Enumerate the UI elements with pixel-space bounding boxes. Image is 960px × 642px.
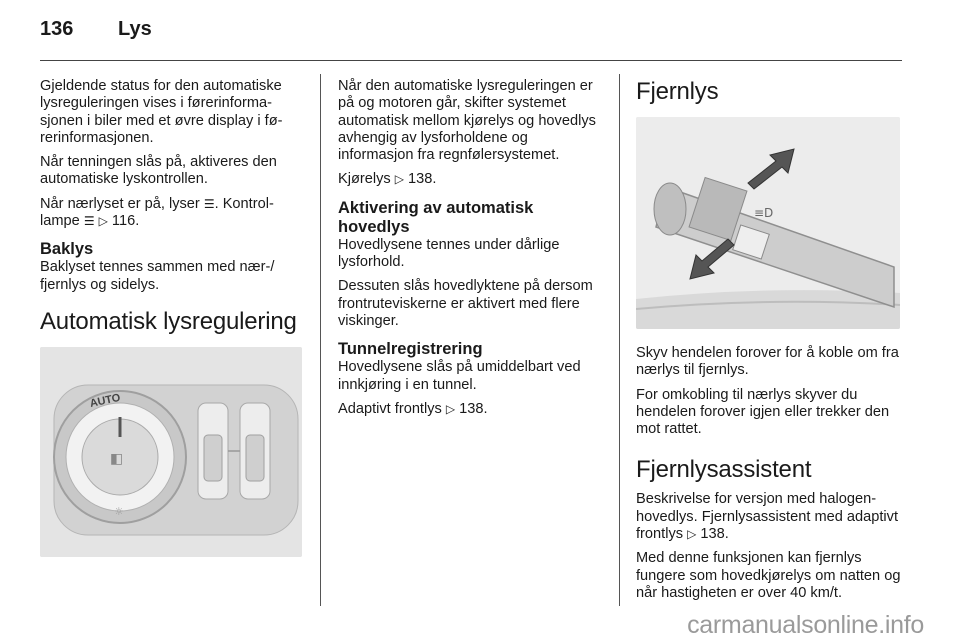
column-2 <box>338 78 604 425</box>
paragraph: Dessuten slås hovedlyktene på dersom frontruteviskerne er aktivert med flere viskinger. <box>338 278 593 329</box>
text: 138. <box>455 400 488 417</box>
paragraph: Gjeldende status for den automatiske lysreguleringen vises i førerinformasjonen i biler med et øvre display i førerinformasjonen. <box>40 78 283 146</box>
paragraph: Skyv hendelen forover for å koble om fra nærlys til fjernlys. <box>636 345 899 379</box>
paragraph: Med denne funksjonen kan fjernlys fungere som hovedkjørelys om natten og når hastigheten er over 40 km/t. <box>636 550 901 601</box>
text: Kjørelys <box>338 171 395 188</box>
text: Beskrivelse for versjon med halogenhovedlys. Fjernlysassistent med adaptivt frontlys <box>636 491 898 543</box>
stalk-figure <box>636 117 900 329</box>
text: 138. <box>404 171 437 188</box>
page-ref-arrow-icon: ▷ <box>98 214 108 229</box>
light-switch-illustration <box>40 347 302 557</box>
paragraph: Hovedlysene slås på umiddelbart ved innkjøring i en tunnel. <box>338 359 581 393</box>
text: . Kontrollampe <box>40 195 274 230</box>
low-beam-icon: ☰ <box>83 214 95 229</box>
header-rule <box>40 60 902 61</box>
paragraph: Hovedlysene tennes under dårlige lysforhold. <box>338 236 560 271</box>
heading-activation: Aktivering av automatisk hovedlys <box>338 198 534 236</box>
heading-tunnel: Tunnelregistrering <box>338 340 483 359</box>
paragraph: Baklyset tennes sammen med nær-/ fjernlys og sidelys. <box>40 259 275 293</box>
heading-high-beam: Fjernlys <box>636 78 719 105</box>
column-3 <box>636 78 904 609</box>
text: Adaptivt frontlys <box>338 400 446 417</box>
page-header <box>40 18 152 48</box>
column-1 <box>40 78 306 557</box>
text: 138. <box>696 526 729 543</box>
paragraph <box>338 171 604 188</box>
heading-high-beam-assist: Fjernlysassistent <box>636 456 812 484</box>
light-switch-figure <box>40 347 302 557</box>
heading-baklys: Baklys <box>40 240 94 259</box>
heading-automatic-lighting: Automatisk lysregulering <box>40 307 297 335</box>
page-number: 136 <box>40 18 74 40</box>
chapter-title: Lys <box>118 18 152 40</box>
text: Når nærlyset er på, lyser <box>40 195 204 212</box>
svg-text:≡D: ≡D <box>754 206 774 220</box>
watermark: carmanualsonline.info <box>687 611 924 639</box>
page-ref-arrow-icon: ▷ <box>445 401 456 416</box>
svg-text:☼: ☼ <box>114 504 124 518</box>
paragraph: Når tenningen slås på, aktiveres den automatiske lyskontrollen. <box>40 154 277 188</box>
svg-text:◧: ◧ <box>110 450 124 467</box>
low-beam-icon: ☰ <box>203 196 215 211</box>
paragraph <box>636 491 904 543</box>
paragraph <box>40 196 306 231</box>
paragraph: Når den automatiske lysreguleringen er på og motoren går, skifter systemet automatisk mellom kjørelys og hovedlys avhengig av lysforholdene og informasjon fra regnfølersystemet. <box>338 78 596 164</box>
auto-label: AUTO <box>88 391 122 410</box>
stalk-illustration <box>636 117 900 329</box>
column-divider <box>320 74 321 606</box>
page-ref-arrow-icon: ▷ <box>394 172 404 187</box>
paragraph <box>338 401 604 418</box>
column-divider <box>619 74 620 606</box>
page-ref-arrow-icon: ▷ <box>687 527 697 542</box>
text: 116. <box>107 213 140 230</box>
paragraph: For omkobling til nærlys skyver du hendelen forover igjen eller trekker den mot rattet. <box>636 386 890 438</box>
